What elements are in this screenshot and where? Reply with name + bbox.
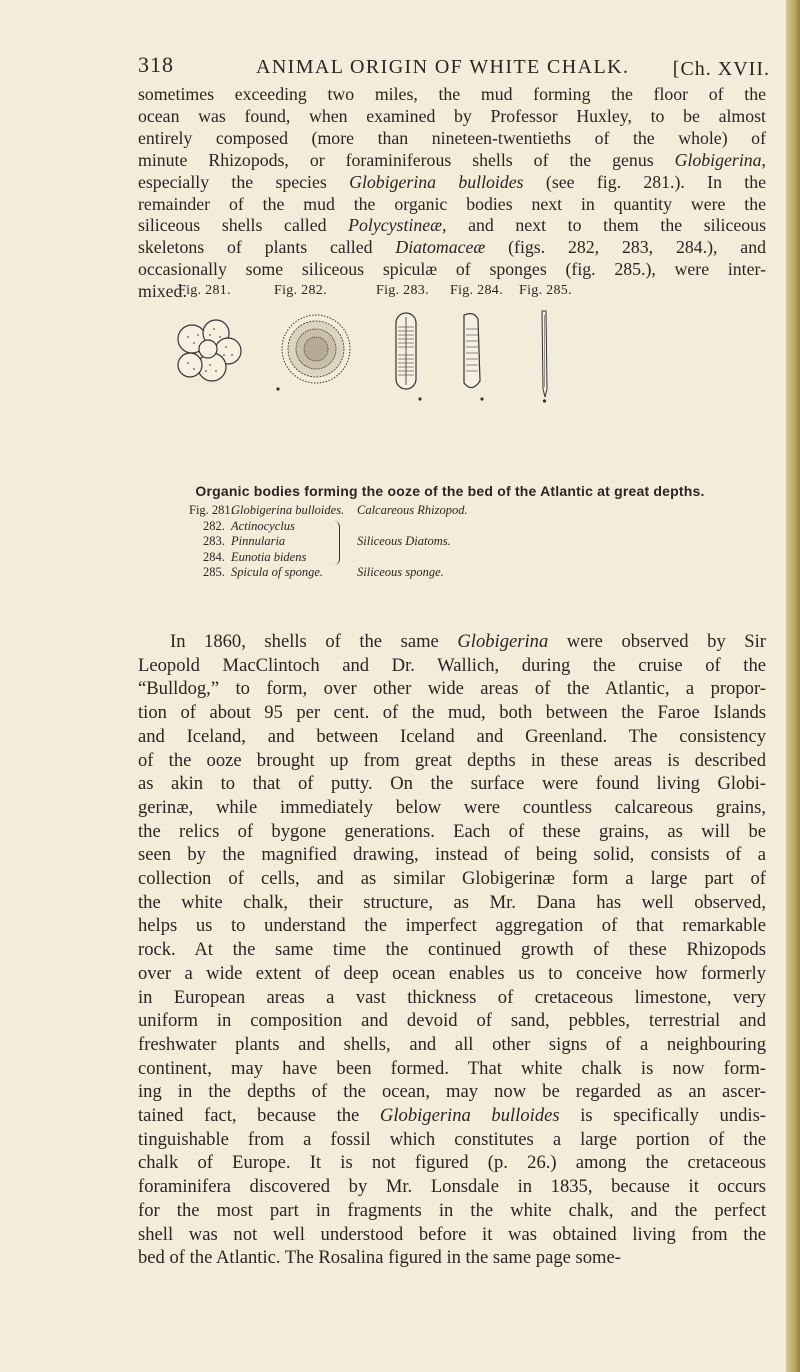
figure-legend — [189, 503, 749, 581]
legend-number: 285. — [203, 565, 225, 579]
text-line: seen by the magnified drawing, instead of being solid, consists of a — [138, 844, 766, 866]
text-line: and Iceland, and between Iceland and Greenland. The consistency — [138, 725, 766, 747]
legend-name: Spicula of sponge. — [231, 565, 324, 579]
actinocyclus-diatom-icon — [270, 309, 362, 395]
figure-label: Fig. 283. — [376, 283, 429, 298]
chapter-marker: [Ch. XVII. — [672, 58, 770, 80]
paragraph-main — [138, 630, 766, 1270]
text-line: chalk of Europe. It is not figured (p. 26.) among the cretaceous — [138, 1152, 766, 1174]
text-line: the white chalk, their structure, as Mr. Dana has well observed, — [138, 891, 766, 913]
paragraph-intro — [138, 84, 766, 303]
legend-type: Siliceous sponge. — [357, 565, 444, 579]
text-line: sometimes exceeding two miles, the mud forming the floor of the — [138, 84, 766, 104]
figure-283 — [376, 283, 429, 299]
legend-name: Pinnularia — [231, 534, 286, 548]
text-line: tained fact, because the Globigerina bulloides is specifically undis- — [138, 1105, 767, 1127]
text-line: remainder of the mud the organic bodies next in quantity were the — [138, 193, 766, 214]
text-line: siliceous shells called Polycystineæ, and next to them the siliceous — [138, 215, 766, 236]
legend-name: Globigerina bulloides. — [231, 503, 345, 517]
legend-number: 282. — [203, 518, 225, 533]
text-line: Leopold MacClintoch and Dr. Wallich, during the cruise of the — [138, 654, 766, 676]
legend-row — [189, 534, 749, 550]
text-line: continent, may have been formed. That white chalk is now form- — [138, 1057, 766, 1079]
text-line: bed of the Atlantic. The Rosalina figured in the same page some- — [138, 1247, 621, 1269]
text-line: skeletons of plants called Diatomaceæ (figs. 282, 283, 284.), and — [138, 237, 766, 258]
text-line: occasionally some siliceous spiculæ of sponges (fig. 285.), were inter- — [138, 259, 766, 280]
running-title: ANIMAL ORIGIN OF WHITE CHALK. — [256, 56, 630, 78]
figure-label: Fig. 281. — [178, 283, 231, 298]
text-line: helps us to understand the imperfect aggregation of that remarkable — [138, 915, 766, 937]
figure-285 — [519, 283, 572, 299]
text-line: foraminifera discovered by Mr. Lonsdale in 1835, because it occurs — [138, 1176, 766, 1198]
text-line: of the ooze brought up from great depths in these areas is described — [138, 749, 766, 771]
legend-number: 284. — [203, 549, 225, 564]
text-line: freshwater plants and shells, and all other signs of a neighbouring — [138, 1033, 766, 1055]
text-line: tion of about 95 per cent. of the mud, both between the Faroe Islands — [138, 702, 766, 724]
text-line: shell was not well understood before it was obtained living from the — [138, 1223, 766, 1245]
figure-284 — [450, 283, 503, 299]
text-line: gerinæ, while immediately below were countless calcareous grains, — [138, 796, 766, 818]
legend-row — [189, 565, 749, 581]
eunotia-diatom-icon — [450, 311, 490, 403]
text-line: In 1860, shells of the same Globigerina were observed by Sir — [170, 631, 766, 652]
legend-row — [189, 550, 749, 566]
text-line: ing in the depths of the ocean, may now be regarded as an ascer- — [138, 1081, 766, 1103]
figure-label: Fig. 285. — [519, 283, 572, 298]
pinnularia-diatom-icon — [386, 311, 426, 403]
text-line: collection of cells, and as similar Globigerinæ form a large part of — [138, 868, 766, 890]
legend-name: Actinocyclus — [231, 518, 295, 533]
text-line: uniform in composition and devoid of sand, pebbles, terrestrial and — [138, 1010, 766, 1032]
page-number: 318 — [138, 52, 174, 77]
text-line: entirely composed (more than nineteen-twentieths of the whole) of — [138, 127, 766, 148]
text-line: tinguishable from a fossil which constitutes a large portion of the — [138, 1128, 766, 1150]
figure-label: Fig. 282. — [274, 283, 327, 298]
figure-281 — [178, 283, 231, 299]
figure-label: Fig. 284. — [450, 283, 503, 298]
text-line: the relics of bygone generations. Each of these grains, as will be — [138, 820, 766, 842]
text-line: for the most part in fragments in the white chalk, and the perfect — [138, 1199, 766, 1221]
text-line: in European areas a vast thickness of cretaceous limestone, very — [138, 986, 766, 1008]
text-line: over a wide extent of deep ocean enables us to conceive how formerly — [138, 962, 766, 984]
text-line: minute Rhizopods, or foraminiferous shells of the genus Globigerina, — [138, 149, 766, 170]
text-line: ocean was found, when examined by Professor Huxley, to be almost — [138, 105, 766, 126]
book-edge — [786, 0, 800, 1372]
figure-282 — [274, 283, 327, 299]
legend-row — [189, 503, 749, 519]
sponge-spicule-icon — [533, 309, 557, 405]
legend-type: Calcareous Rhizopod. — [357, 503, 468, 517]
legend-row — [189, 519, 749, 535]
text-line: mixed. — [138, 281, 187, 302]
text-line: rock. At the same time the continued growth of these Rhizopods — [138, 939, 766, 961]
text-line: especially the species Globigerina bulloides (see fig. 281.). In the — [138, 171, 767, 192]
figure-caption: Organic bodies forming the ooze of the bed of the Atlantic at great depths. — [195, 483, 705, 499]
legend-number: Fig. 281. — [189, 503, 234, 517]
figure-plate — [178, 283, 738, 403]
legend-name: Eunotia bidens — [231, 549, 307, 564]
text-line: “Bulldog,” to form, over other wide areas of the Atlantic, a propor- — [138, 678, 766, 700]
legend-number: 283. — [203, 534, 225, 548]
globigerina-shell-icon — [170, 309, 250, 389]
legend-type: Siliceous Diatoms. — [357, 534, 451, 548]
text-line: as akin to that of putty. On the surface were found living Globi- — [138, 773, 766, 795]
